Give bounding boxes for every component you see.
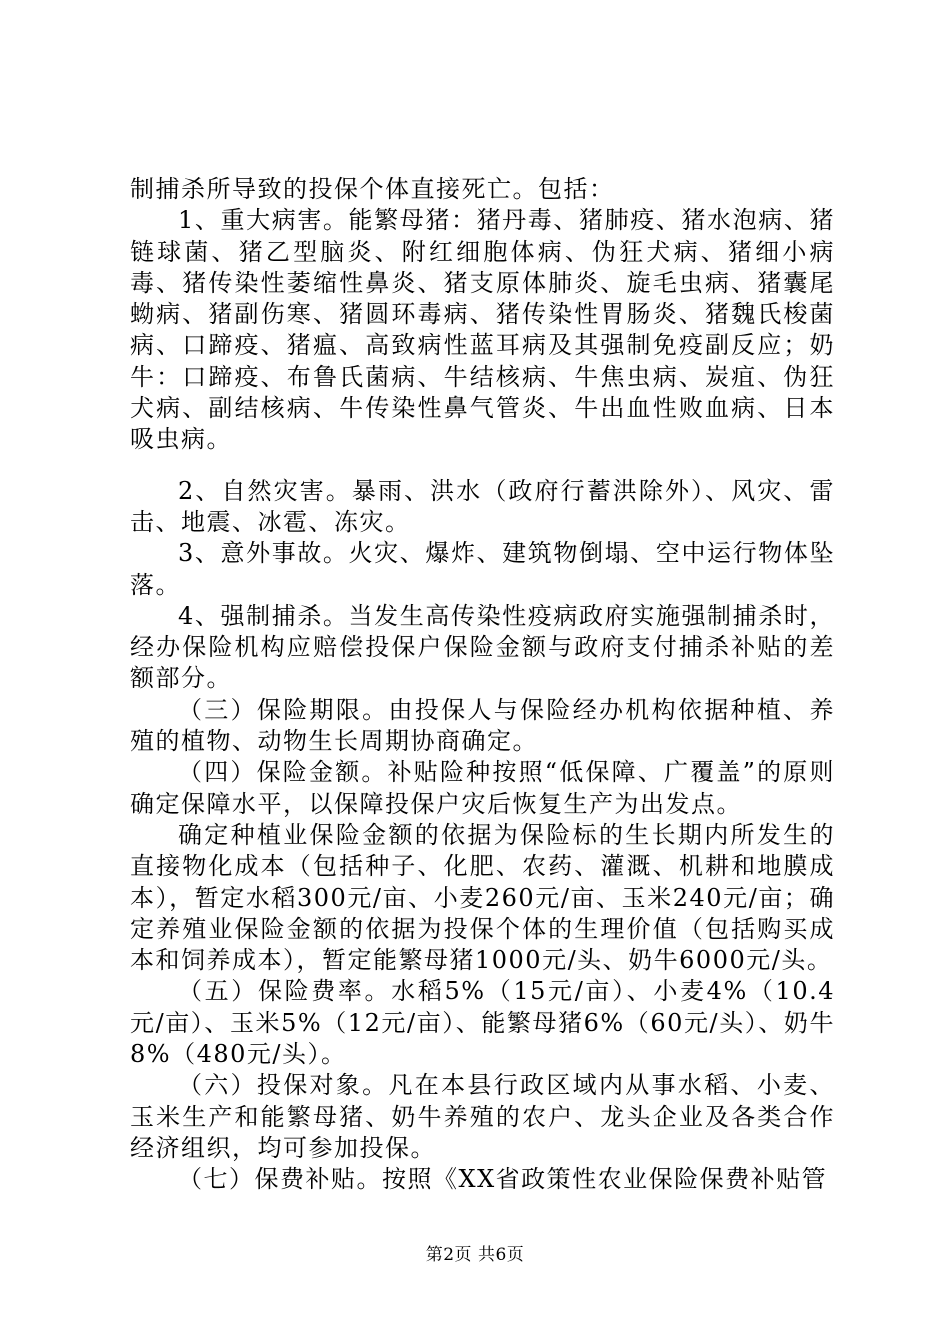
paragraph-premium-subsidy: （七）保费补贴。按照《XX省政策性农业保险保费补贴管 [178, 1165, 828, 1194]
paragraph-compulsory-culling: 4、强制捕杀。当发生高传染性疫病政府实施强制捕杀时，经办保险机构应赔偿投保户保险金额与政府支付捕杀补贴的差额部分。 [130, 601, 835, 693]
paragraph-amount-basis: 确定种植业保险金额的依据为保险标的生长期内所发生的直接物化成本（包括种子、化肥、农药、灌溉、机耕和地膜成本），暂定水稻300元/亩、小麦260元/亩、玉米240元/亩；确定养殖业保险金额的依据为投保个体的生理价值（包括购买成本和饲养成本），暂定能繁母猪1000元/头、奶牛6000元/头。 [130, 820, 835, 975]
paragraph-natural-disasters: 2、自然灾害。暴雨、洪水（政府行蓄洪除外）、风灾、雷击、地震、冰雹、冻灾。 [130, 476, 835, 536]
paragraph-premium-rate: （五）保险费率。水稻5%（15元/亩）、小麦4%（10.4元/亩）、玉米5%（12元/亩）、能繁母猪6%（60元/头）、奶牛8%（480元/头）。 [130, 977, 835, 1069]
paragraph-gap [130, 456, 835, 476]
paragraph-continuation: 制捕杀所导致的投保个体直接死亡。包括： [130, 175, 615, 203]
page-number-footer: 第2页 共6页 [425, 1245, 525, 1265]
paragraph-major-diseases: 1、重大病害。能繁母猪：猪丹毒、猪肺疫、猪水泡病、猪链球菌、猪乙型脑炎、附红细胞体病、伪狂犬病、猪细小病毒、猪传染性萎缩性鼻炎、猪支原体肺炎、旋毛虫病、猪囊尾蚴病、猪副伤寒、猪圆环毒病、猪传染性胃肠炎、猪魏氏梭菌病、口蹄疫、猪瘟、高致病性蓝耳病及其强制免疫副反应；奶牛：口蹄疫、布鲁氏菌病、牛结核病、牛焦虫病、炭疽、伪狂犬病、副结核病、牛传染性鼻气管炎、牛出血性败血病、日本吸虫病。 [130, 206, 835, 454]
paragraph-insured-amount: （四）保险金额。补贴险种按照“低保障、广覆盖”的原则确定保障水平，以保障投保户灾后恢复生产为出发点。 [130, 758, 835, 818]
paragraph-insurance-period: （三）保险期限。由投保人与保险经办机构依据种植、养殖的植物、动物生长周期协商确定。 [130, 695, 835, 756]
paragraph-insured-parties: （六）投保对象。凡在本县行政区域内从事水稻、小麦、玉米生产和能繁母猪、奶牛养殖的农户、龙头企业及各类合作经济组织，均可参加投保。 [130, 1071, 835, 1162]
paragraph-accidents: 3、意外事故。火灾、爆炸、建筑物倒塌、空中运行物体坠落。 [130, 539, 835, 599]
document-body [130, 174, 835, 1196]
